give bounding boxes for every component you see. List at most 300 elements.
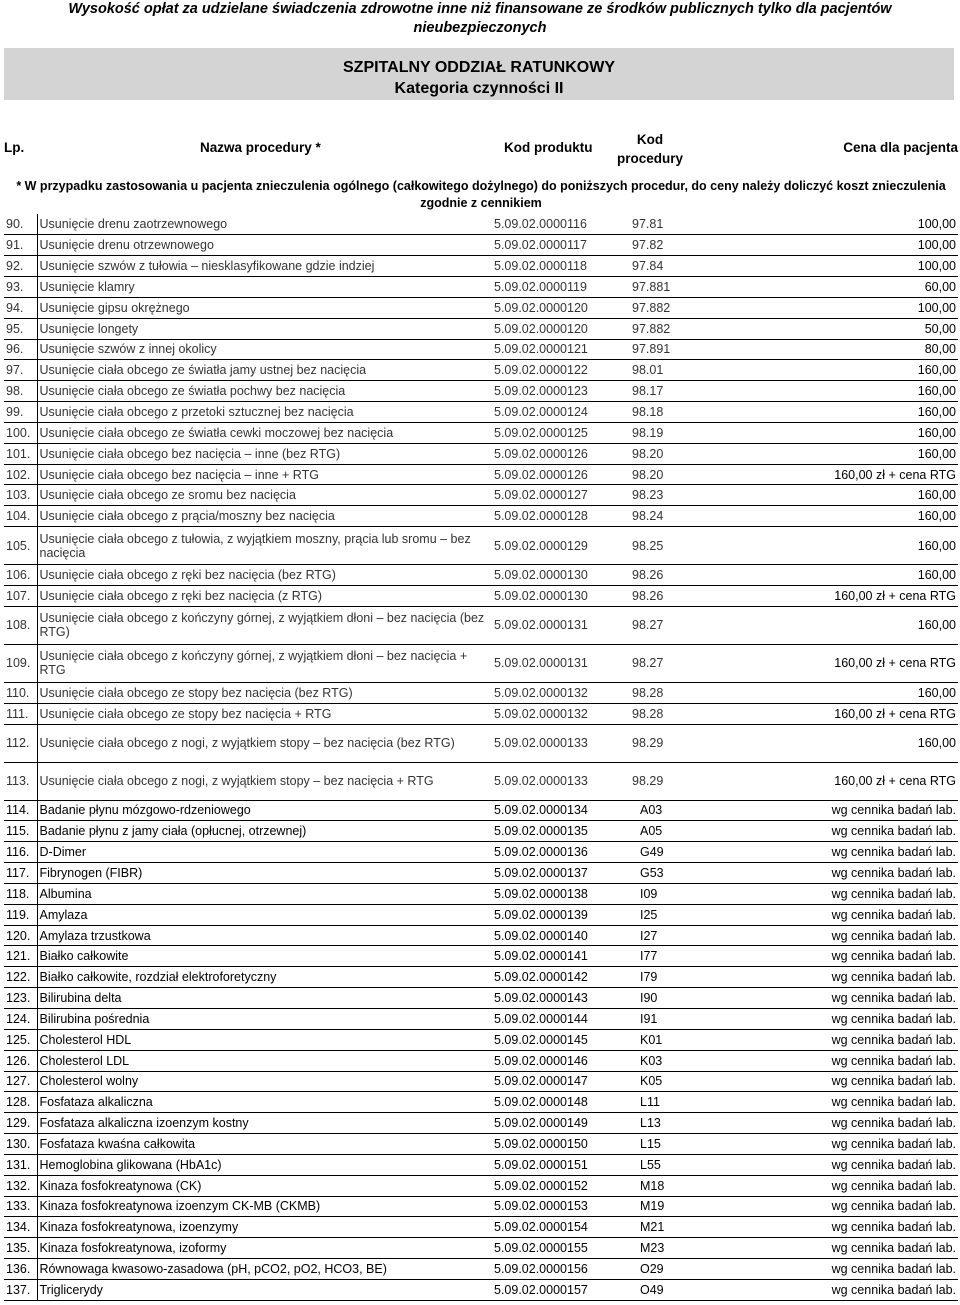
row-nazwa: Usunięcie gipsu okrężnego [37, 297, 492, 318]
row-lp: 116. [4, 842, 37, 863]
row-kod-produktu: 5.09.02.0000154 [492, 1217, 622, 1238]
row-cena: 160,00 [742, 381, 958, 402]
row-kod-procedury: 98.29 [622, 724, 742, 762]
row-cena: 160,00 [742, 527, 958, 565]
row-nazwa: Bilirubina delta [37, 988, 492, 1009]
table-row [4, 422, 958, 443]
anesthesia-note: * W przypadku zastosowania u pacjenta znieczulenia ogólnego (całkowitego dożylnego) do poniższych procedur, do ceny należy doliczyć koszt znieczulenia zgodnie z cennikiem [16, 179, 946, 210]
row-lp: 112. [4, 724, 37, 762]
row-kod-produktu: 5.09.02.0000148 [492, 1092, 622, 1113]
row-lp: 115. [4, 821, 37, 842]
table-header [4, 126, 958, 168]
row-cena: 100,00 [742, 297, 958, 318]
row-kod-procedury: 98.24 [622, 506, 742, 527]
table-row [4, 967, 958, 988]
row-kod-procedury: 98.19 [622, 422, 742, 443]
row-cena: 100,00 [742, 214, 958, 235]
table-row [4, 946, 958, 967]
row-lp: 98. [4, 381, 37, 402]
row-kod-procedury: K05 [622, 1071, 742, 1092]
row-kod-procedury: 98.17 [622, 381, 742, 402]
row-lp: 110. [4, 682, 37, 703]
row-kod-procedury: 98.01 [622, 360, 742, 381]
row-kod-produktu: 5.09.02.0000147 [492, 1071, 622, 1092]
row-cena: wg cennika badań lab. [742, 800, 958, 821]
row-kod-produktu: 5.09.02.0000146 [492, 1050, 622, 1071]
row-kod-procedury: K03 [622, 1050, 742, 1071]
row-kod-produktu: 5.09.02.0000129 [492, 527, 622, 565]
table-row [4, 1008, 958, 1029]
row-nazwa: Usunięcie ciała obcego ze światła cewki moczowej bez nacięcia [37, 422, 492, 443]
row-cena: wg cennika badań lab. [742, 1092, 958, 1113]
row-lp: 124. [4, 1008, 37, 1029]
row-lp: 108. [4, 606, 37, 644]
row-nazwa: Białko całkowite, rozdział elektroforetyczny [37, 967, 492, 988]
row-kod-procedury: L15 [622, 1134, 742, 1155]
row-kod-procedury: 98.27 [622, 644, 742, 682]
row-cena: 160,00 [742, 724, 958, 762]
table-row [4, 318, 958, 339]
row-cena: wg cennika badań lab. [742, 883, 958, 904]
row-nazwa: Usunięcie ciała obcego z prącia/moszny bez nacięcia [37, 506, 492, 527]
row-nazwa: Usunięcie ciała obcego ze sromu bez nacięcia [37, 485, 492, 506]
row-lp: 121. [4, 946, 37, 967]
row-nazwa: Usunięcie klamry [37, 277, 492, 298]
row-nazwa: D-Dimer [37, 842, 492, 863]
row-cena: 50,00 [742, 318, 958, 339]
row-kod-procedury: M23 [622, 1238, 742, 1259]
table-row [4, 1134, 958, 1155]
row-nazwa: Cholesterol HDL [37, 1029, 492, 1050]
row-nazwa: Usunięcie ciała obcego z przetoki sztucznej bez nacięcia [37, 402, 492, 423]
row-kod-produktu: 5.09.02.0000138 [492, 883, 622, 904]
row-lp: 129. [4, 1113, 37, 1134]
row-cena: 160,00 zł + cena RTG [742, 464, 958, 485]
row-kod-procedury: I25 [622, 904, 742, 925]
row-lp: 131. [4, 1154, 37, 1175]
row-kod-produktu: 5.09.02.0000120 [492, 297, 622, 318]
table-row [4, 1092, 958, 1113]
row-kod-procedury: I77 [622, 946, 742, 967]
table-row [4, 464, 958, 485]
table-row [4, 863, 958, 884]
table-row [4, 485, 958, 506]
table-row [4, 904, 958, 925]
row-lp: 90. [4, 214, 37, 235]
row-lp: 101. [4, 443, 37, 464]
table-row [4, 277, 958, 298]
table-row [4, 606, 958, 644]
row-kod-procedury: 97.891 [622, 339, 742, 360]
row-cena: wg cennika badań lab. [742, 1196, 958, 1217]
row-kod-produktu: 5.09.02.0000121 [492, 339, 622, 360]
table-row [4, 1196, 958, 1217]
row-cena: wg cennika badań lab. [742, 946, 958, 967]
table-row [4, 644, 958, 682]
header-lp: Lp. [4, 140, 25, 155]
row-nazwa: Triglicerydy [37, 1279, 492, 1300]
table-row [4, 360, 958, 381]
row-cena: 60,00 [742, 277, 958, 298]
row-lp: 119. [4, 904, 37, 925]
row-kod-procedury: 97.881 [622, 277, 742, 298]
row-cena: 160,00 zł + cena RTG [742, 703, 958, 724]
row-lp: 93. [4, 277, 37, 298]
row-kod-produktu: 5.09.02.0000133 [492, 762, 622, 800]
table-row [4, 443, 958, 464]
row-cena: 160,00 zł + cena RTG [742, 762, 958, 800]
header-kod-procedury-line2: procedury [616, 151, 684, 166]
row-kod-produktu: 5.09.02.0000141 [492, 946, 622, 967]
row-cena: wg cennika badań lab. [742, 925, 958, 946]
row-kod-procedury: 98.28 [622, 682, 742, 703]
row-nazwa: Usunięcie drenu zaotrzewnowego [37, 214, 492, 235]
row-kod-procedury: 98.28 [622, 703, 742, 724]
procedures-table [4, 214, 958, 1301]
row-kod-procedury: 98.18 [622, 402, 742, 423]
row-kod-produktu: 5.09.02.0000134 [492, 800, 622, 821]
table-row [4, 988, 958, 1009]
table-row [4, 1113, 958, 1134]
row-kod-produktu: 5.09.02.0000128 [492, 506, 622, 527]
row-kod-produktu: 5.09.02.0000130 [492, 586, 622, 607]
row-cena: 160,00 zł + cena RTG [742, 644, 958, 682]
table-row [4, 1217, 958, 1238]
row-nazwa: Kinaza fosfokreatynowa, izoenzymy [37, 1217, 492, 1238]
row-cena: 160,00 [742, 485, 958, 506]
row-kod-procedury: I90 [622, 988, 742, 1009]
row-nazwa: Usunięcie szwów z tułowia – niesklasyfikowane gdzie indziej [37, 256, 492, 277]
row-kod-produktu: 5.09.02.0000144 [492, 1008, 622, 1029]
row-kod-produktu: 5.09.02.0000139 [492, 904, 622, 925]
row-nazwa: Usunięcie ciała obcego bez nacięcia – inne + RTG [37, 464, 492, 485]
row-nazwa: Badanie płynu z jamy ciała (opłucnej, otrzewnej) [37, 821, 492, 842]
row-kod-produktu: 5.09.02.0000145 [492, 1029, 622, 1050]
row-kod-procedury: K01 [622, 1029, 742, 1050]
row-cena: wg cennika badań lab. [742, 842, 958, 863]
row-cena: 80,00 [742, 339, 958, 360]
row-nazwa: Fosfataza alkaliczna izoenzym kostny [37, 1113, 492, 1134]
row-kod-procedury: 97.882 [622, 318, 742, 339]
row-lp: 111. [4, 703, 37, 724]
row-kod-procedury: 97.82 [622, 235, 742, 256]
row-kod-produktu: 5.09.02.0000140 [492, 925, 622, 946]
row-cena: wg cennika badań lab. [742, 988, 958, 1009]
row-lp: 99. [4, 402, 37, 423]
row-lp: 117. [4, 863, 37, 884]
table-row [4, 1175, 958, 1196]
table-row [4, 214, 958, 235]
row-lp: 137. [4, 1279, 37, 1300]
row-nazwa: Fosfataza alkaliczna [37, 1092, 492, 1113]
row-kod-procedury: 97.84 [622, 256, 742, 277]
section-title: SZPITALNY ODDZIAŁ RATUNKOWY [343, 59, 615, 76]
row-nazwa: Kinaza fosfokreatynowa, izoformy [37, 1238, 492, 1259]
table-row [4, 1279, 958, 1300]
row-cena: wg cennika badań lab. [742, 821, 958, 842]
table-row [4, 821, 958, 842]
row-cena: wg cennika badań lab. [742, 1029, 958, 1050]
row-cena: 100,00 [742, 256, 958, 277]
row-kod-produktu: 5.09.02.0000142 [492, 967, 622, 988]
row-nazwa: Usunięcie ciała obcego ze światła pochwy bez nacięcia [37, 381, 492, 402]
table-row [4, 800, 958, 821]
row-cena: 160,00 [742, 682, 958, 703]
row-lp: 92. [4, 256, 37, 277]
row-kod-produktu: 5.09.02.0000130 [492, 565, 622, 586]
row-cena: wg cennika badań lab. [742, 1154, 958, 1175]
row-lp: 125. [4, 1029, 37, 1050]
table-row [4, 235, 958, 256]
row-lp: 133. [4, 1196, 37, 1217]
row-cena: wg cennika badań lab. [742, 1259, 958, 1280]
row-kod-procedury: O29 [622, 1259, 742, 1280]
table-row [4, 1259, 958, 1280]
row-kod-produktu: 5.09.02.0000156 [492, 1259, 622, 1280]
row-cena: wg cennika badań lab. [742, 1175, 958, 1196]
row-kod-produktu: 5.09.02.0000133 [492, 724, 622, 762]
row-cena: wg cennika badań lab. [742, 1008, 958, 1029]
row-kod-produktu: 5.09.02.0000136 [492, 842, 622, 863]
row-kod-produktu: 5.09.02.0000126 [492, 443, 622, 464]
row-nazwa: Usunięcie ciała obcego z kończyny górnej, z wyjątkiem dłoni – bez nacięcia + RTG [37, 644, 492, 682]
row-kod-procedury: I09 [622, 883, 742, 904]
section-category: Kategoria czynności II [394, 80, 564, 97]
row-nazwa: Amylaza [37, 904, 492, 925]
row-cena: wg cennika badań lab. [742, 904, 958, 925]
row-kod-procedury: 98.20 [622, 464, 742, 485]
row-kod-produktu: 5.09.02.0000116 [492, 214, 622, 235]
row-kod-procedury: G53 [622, 863, 742, 884]
row-cena: wg cennika badań lab. [742, 1071, 958, 1092]
header-cena: Cena dla pacjenta [843, 140, 958, 155]
row-lp: 94. [4, 297, 37, 318]
row-nazwa: Usunięcie szwów z innej okolicy [37, 339, 492, 360]
row-kod-produktu: 5.09.02.0000117 [492, 235, 622, 256]
row-nazwa: Usunięcie ciała obcego z nogi, z wyjątkiem stopy – bez nacięcia (bez RTG) [37, 724, 492, 762]
row-kod-produktu: 5.09.02.0000127 [492, 485, 622, 506]
row-nazwa: Usunięcie ciała obcego z tułowia, z wyjątkiem moszny, prącia lub sromu – bez nacięcia [37, 527, 492, 565]
row-kod-produktu: 5.09.02.0000122 [492, 360, 622, 381]
row-lp: 95. [4, 318, 37, 339]
row-cena: wg cennika badań lab. [742, 1279, 958, 1300]
table-row [4, 1238, 958, 1259]
row-kod-procedury: 98.26 [622, 565, 742, 586]
table-row [4, 762, 958, 800]
table-row [4, 703, 958, 724]
table-row [4, 527, 958, 565]
row-kod-produktu: 5.09.02.0000132 [492, 682, 622, 703]
row-nazwa: Usunięcie ciała obcego z kończyny górnej, z wyjątkiem dłoni – bez nacięcia (bez RTG) [37, 606, 492, 644]
table-row [4, 506, 958, 527]
row-cena: 160,00 [742, 606, 958, 644]
row-cena: wg cennika badań lab. [742, 1217, 958, 1238]
row-cena: 100,00 [742, 235, 958, 256]
row-kod-procedury: 97.81 [622, 214, 742, 235]
row-kod-procedury: A05 [622, 821, 742, 842]
row-lp: 126. [4, 1050, 37, 1071]
row-kod-produktu: 5.09.02.0000120 [492, 318, 622, 339]
row-nazwa: Hemoglobina glikowana (HbA1c) [37, 1154, 492, 1175]
table-row [4, 256, 958, 277]
header-kod-procedury-line1: Kod [636, 132, 664, 147]
row-lp: 106. [4, 565, 37, 586]
row-lp: 127. [4, 1071, 37, 1092]
row-nazwa: Usunięcie ciała obcego ze stopy bez nacięcia (bez RTG) [37, 682, 492, 703]
row-lp: 105. [4, 527, 37, 565]
row-kod-procedury: I27 [622, 925, 742, 946]
row-kod-produktu: 5.09.02.0000123 [492, 381, 622, 402]
row-lp: 122. [4, 967, 37, 988]
row-cena: wg cennika badań lab. [742, 967, 958, 988]
table-row [4, 1071, 958, 1092]
row-kod-procedury: 98.23 [622, 485, 742, 506]
table-row [4, 682, 958, 703]
row-kod-procedury: 98.20 [622, 443, 742, 464]
row-kod-procedury: I91 [622, 1008, 742, 1029]
row-lp: 134. [4, 1217, 37, 1238]
row-lp: 132. [4, 1175, 37, 1196]
table-row [4, 381, 958, 402]
table-row [4, 297, 958, 318]
row-kod-procedury: M19 [622, 1196, 742, 1217]
header-kod-procedury [615, 130, 685, 168]
row-nazwa: Białko całkowite [37, 946, 492, 967]
row-nazwa: Bilirubina pośrednia [37, 1008, 492, 1029]
row-kod-produktu: 5.09.02.0000137 [492, 863, 622, 884]
row-cena: wg cennika badań lab. [742, 1134, 958, 1155]
table-row [4, 925, 958, 946]
row-lp: 91. [4, 235, 37, 256]
row-kod-produktu: 5.09.02.0000153 [492, 1196, 622, 1217]
row-cena: wg cennika badań lab. [742, 1238, 958, 1259]
row-kod-produktu: 5.09.02.0000143 [492, 988, 622, 1009]
row-cena: 160,00 [742, 360, 958, 381]
row-lp: 96. [4, 339, 37, 360]
row-nazwa: Kinaza fosfokreatynowa (CK) [37, 1175, 492, 1196]
row-lp: 107. [4, 586, 37, 607]
row-cena: 160,00 [742, 506, 958, 527]
row-lp: 123. [4, 988, 37, 1009]
row-lp: 118. [4, 883, 37, 904]
row-kod-procedury: 98.29 [622, 762, 742, 800]
row-kod-produktu: 5.09.02.0000149 [492, 1113, 622, 1134]
row-kod-procedury: O49 [622, 1279, 742, 1300]
row-cena: 160,00 [742, 565, 958, 586]
row-nazwa: Amylaza trzustkowa [37, 925, 492, 946]
row-cena: wg cennika badań lab. [742, 1113, 958, 1134]
row-kod-procedury: G49 [622, 842, 742, 863]
row-kod-produktu: 5.09.02.0000151 [492, 1154, 622, 1175]
table-row [4, 565, 958, 586]
row-kod-produktu: 5.09.02.0000152 [492, 1175, 622, 1196]
row-kod-procedury: L11 [622, 1092, 742, 1113]
section-header [4, 48, 954, 100]
header-nazwa: Nazwa procedury * [200, 140, 321, 155]
row-lp: 103. [4, 485, 37, 506]
row-kod-produktu: 5.09.02.0000118 [492, 256, 622, 277]
row-cena: 160,00 zł + cena RTG [742, 586, 958, 607]
row-nazwa: Kinaza fosfokreatynowa izoenzym CK-MB (CKMB) [37, 1196, 492, 1217]
row-lp: 114. [4, 800, 37, 821]
row-kod-procedury: 97.882 [622, 297, 742, 318]
row-kod-produktu: 5.09.02.0000131 [492, 606, 622, 644]
row-kod-procedury: 98.25 [622, 527, 742, 565]
document-title: Wysokość opłat za udzielane świadczenia zdrowotne inne niż finansowane ze środków publicznych tylko dla pacjentów nieubezpieczonych [68, 1, 892, 36]
row-kod-procedury: 98.26 [622, 586, 742, 607]
row-kod-procedury: 98.27 [622, 606, 742, 644]
row-nazwa: Usunięcie ciała obcego z ręki bez nacięcia (z RTG) [37, 586, 492, 607]
row-kod-procedury: L55 [622, 1154, 742, 1175]
row-lp: 113. [4, 762, 37, 800]
table-row [4, 402, 958, 423]
row-nazwa: Usunięcie ciała obcego z nogi, z wyjątkiem stopy – bez nacięcia + RTG [37, 762, 492, 800]
row-cena: 160,00 [742, 443, 958, 464]
row-kod-produktu: 5.09.02.0000157 [492, 1279, 622, 1300]
row-lp: 128. [4, 1092, 37, 1113]
row-kod-produktu: 5.09.02.0000132 [492, 703, 622, 724]
row-kod-produktu: 5.09.02.0000155 [492, 1238, 622, 1259]
row-nazwa: Usunięcie ciała obcego ze światła jamy ustnej bez nacięcia [37, 360, 492, 381]
row-lp: 120. [4, 925, 37, 946]
row-nazwa: Badanie płynu mózgowo-rdzeniowego [37, 800, 492, 821]
row-lp: 97. [4, 360, 37, 381]
row-cena: wg cennika badań lab. [742, 1050, 958, 1071]
row-lp: 104. [4, 506, 37, 527]
row-lp: 135. [4, 1238, 37, 1259]
row-kod-produktu: 5.09.02.0000119 [492, 277, 622, 298]
row-kod-produktu: 5.09.02.0000150 [492, 1134, 622, 1155]
row-nazwa: Usunięcie ciała obcego ze stopy bez nacięcia + RTG [37, 703, 492, 724]
row-nazwa: Usunięcie ciała obcego bez nacięcia – inne (bez RTG) [37, 443, 492, 464]
row-nazwa: Fibrynogen (FIBR) [37, 863, 492, 884]
table-row [4, 883, 958, 904]
table-row [4, 842, 958, 863]
row-nazwa: Cholesterol LDL [37, 1050, 492, 1071]
row-kod-produktu: 5.09.02.0000131 [492, 644, 622, 682]
table-row [4, 1029, 958, 1050]
procedures-table-body [4, 214, 958, 1300]
row-nazwa: Usunięcie ciała obcego z ręki bez nacięcia (bez RTG) [37, 565, 492, 586]
row-nazwa: Cholesterol wolny [37, 1071, 492, 1092]
row-kod-procedury: L13 [622, 1113, 742, 1134]
row-lp: 136. [4, 1259, 37, 1280]
row-kod-procedury: I79 [622, 967, 742, 988]
table-row [4, 586, 958, 607]
row-nazwa: Równowaga kwasowo-zasadowa (pH, pCO2, pO2, HCO3, BE) [37, 1259, 492, 1280]
row-lp: 109. [4, 644, 37, 682]
row-cena: wg cennika badań lab. [742, 863, 958, 884]
row-cena: 160,00 [742, 422, 958, 443]
row-kod-produktu: 5.09.02.0000126 [492, 464, 622, 485]
row-nazwa: Usunięcie drenu otrzewnowego [37, 235, 492, 256]
row-nazwa: Albumina [37, 883, 492, 904]
row-kod-procedury: A03 [622, 800, 742, 821]
row-nazwa: Usunięcie longety [37, 318, 492, 339]
table-row [4, 339, 958, 360]
row-kod-procedury: M18 [622, 1175, 742, 1196]
table-row [4, 1050, 958, 1071]
row-kod-produktu: 5.09.02.0000135 [492, 821, 622, 842]
row-kod-produktu: 5.09.02.0000125 [492, 422, 622, 443]
row-nazwa: Fosfataza kwaśna całkowita [37, 1134, 492, 1155]
row-cena: 160,00 [742, 402, 958, 423]
row-lp: 130. [4, 1134, 37, 1155]
row-lp: 102. [4, 464, 37, 485]
row-lp: 100. [4, 422, 37, 443]
header-kod-produktu: Kod produktu [504, 140, 593, 155]
row-kod-procedury: M21 [622, 1217, 742, 1238]
